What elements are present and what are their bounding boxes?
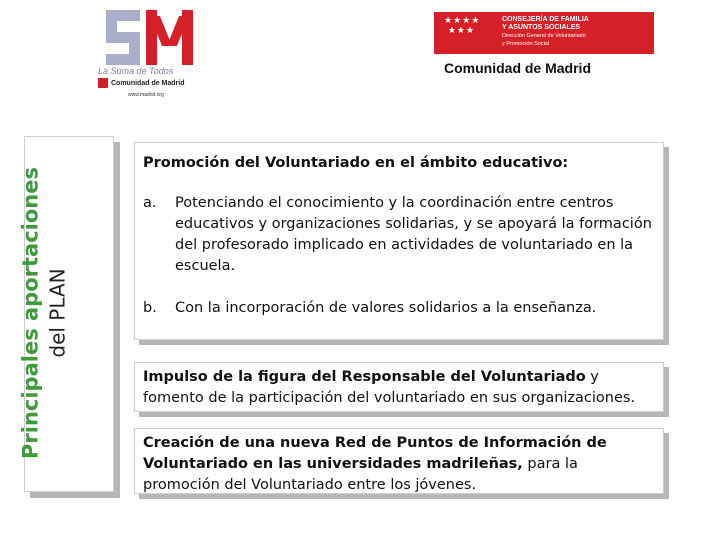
sm-logo-mark [106,10,194,68]
education-heading: Promoción del Voluntariado en el ámbito educativo: [143,155,569,171]
madrid-flag-icon [98,78,108,88]
side-title-line-2: del PLAN [45,268,70,358]
responsable-bold: Impulso de la figura del Responsable del Voluntariado [143,369,586,385]
banner-line-4: y Promoción Social [502,41,550,47]
comunidad-madrid-label: Comunidad de Madrid [444,60,591,76]
side-title [18,167,71,459]
responsable-text: y fomento de la participación del voluntariado en sus organizaciones. [143,369,636,406]
logo-tagline: La Suma de Todos [98,66,174,76]
banner-line-3: Dirección General de Voluntariado [502,33,586,39]
logo-website: www.madrid.org [128,92,164,98]
list-item-text: Potenciando el conocimiento y la coordinación entre centros educativos y organizaciones solidarias, y se apoyará la formación del profesorado implicado en actividades de voluntariado en la escuela. [175,195,652,274]
list-item [143,298,655,319]
education-box [134,142,664,340]
consejeria-banner [434,12,654,54]
banner-line-2: Y ASUNTOS SOCIALES [502,24,581,31]
side-title-line-1: Principales aportaciones [18,167,43,459]
responsable-box [134,362,664,412]
red-puntos-bold: Creación de una nueva Red de Puntos de Información de Voluntariado en las universidades madrileñas, [143,435,607,472]
list-item-text: Con la incorporación de valores solidarios a la enseñanza. [175,300,597,316]
banner-line-1: CONSEJERÍA DE FAMILIA [502,16,589,23]
logo-suma-de-todos [92,10,212,102]
list-item-label: b. [143,300,157,316]
list-item [143,193,655,277]
stars-icon: ★★★★ ★★★ [444,16,481,36]
red-puntos-box [134,428,664,494]
list-item-label: a. [143,195,157,211]
red-puntos-text: para la promoción del Voluntariado entre los jóvenes. [143,456,578,493]
logo-org: Comunidad de Madrid [98,78,185,88]
